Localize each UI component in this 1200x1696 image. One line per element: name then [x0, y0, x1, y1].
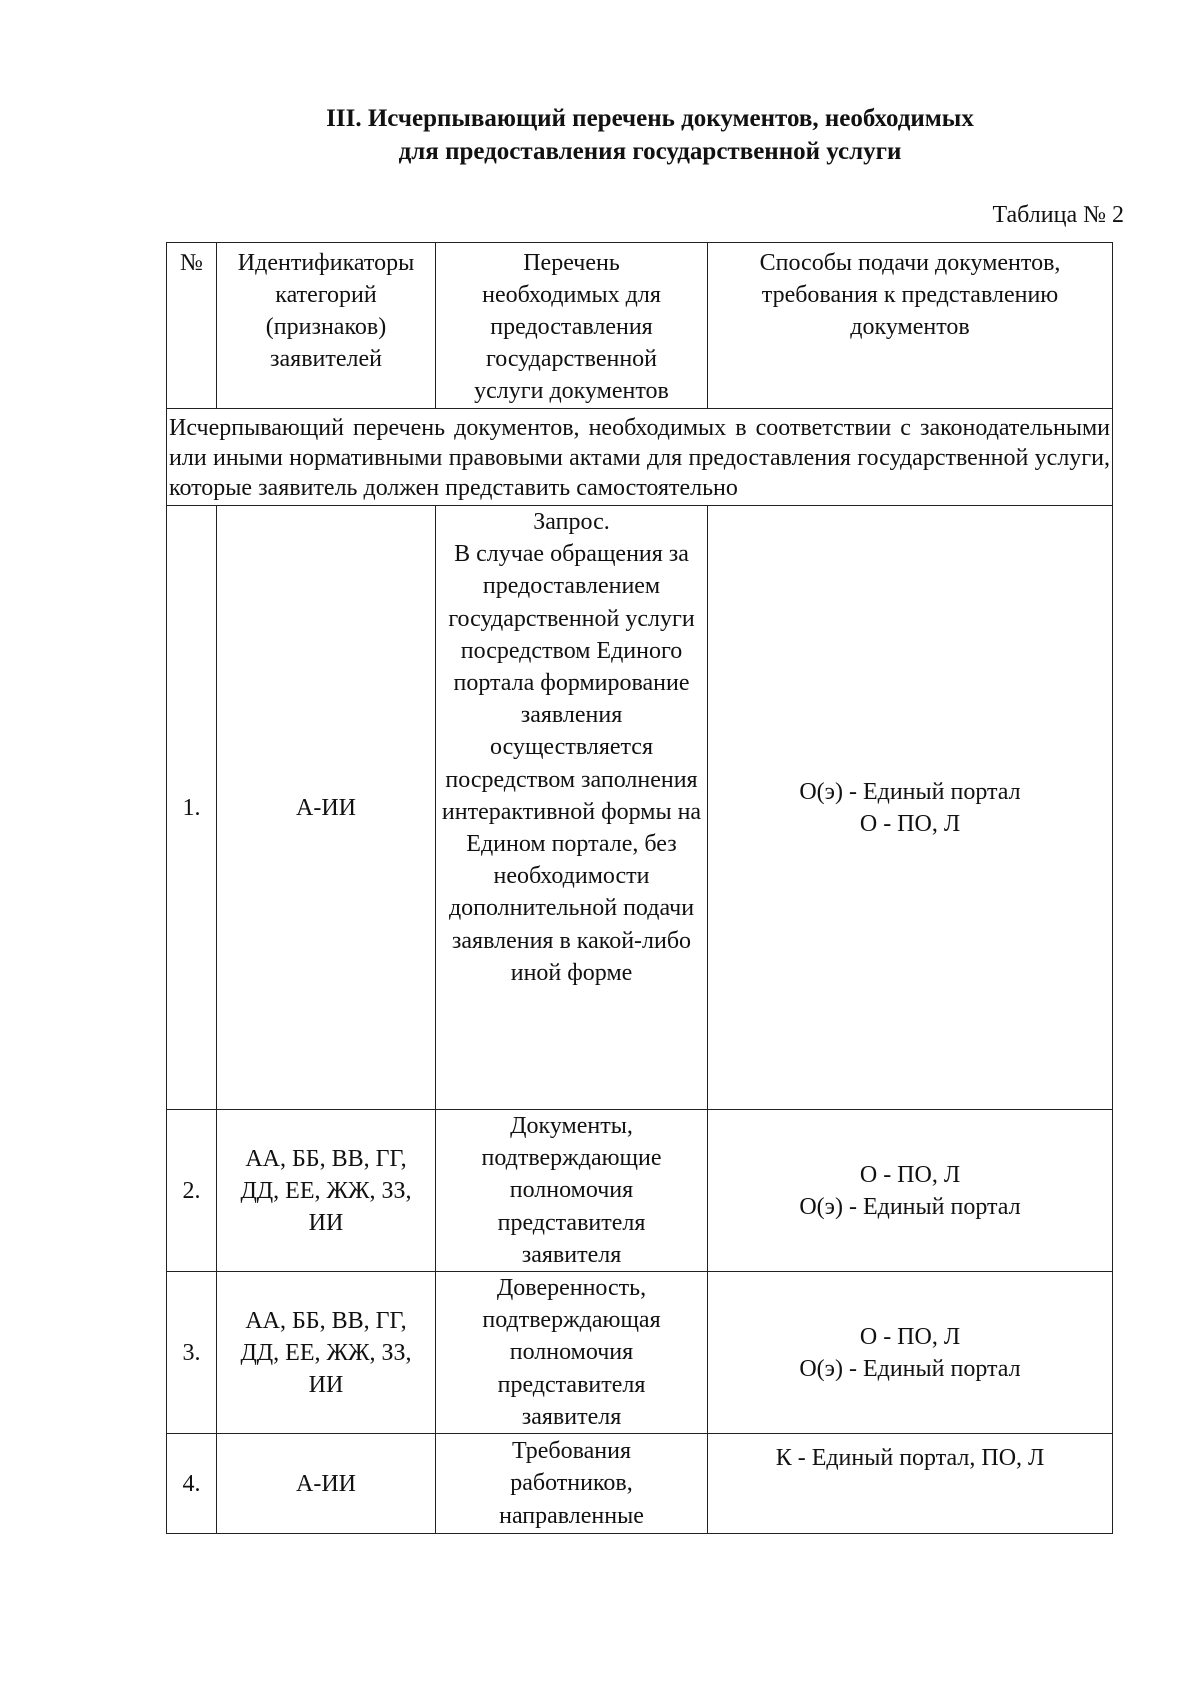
- row-document-text: В случае обращения за предоставлением государственной услуги посредством Единого портала формирование заявления осуществляется посредством заполнения интерактивной формы на Едином портале, без необходимости дополнительной подачи заявления в какой-либо иной форме: [441, 541, 702, 986]
- table-row: [167, 1434, 1113, 1534]
- header-applicant-ids: [217, 243, 436, 409]
- row-documents: [436, 1434, 708, 1534]
- row-submission-ways: [708, 506, 1113, 1110]
- header-submission-ways-text: Способы подачи документов, требования к представлению документов: [759, 250, 1061, 340]
- row-way-line: О - ПО, Л: [859, 1161, 961, 1188]
- row-way-line: О - ПО, Л: [859, 1323, 961, 1350]
- table-row: [167, 1110, 1113, 1272]
- row-applicant-ids: А-ИИ: [217, 1434, 436, 1534]
- table-number-label: Таблица № 2: [992, 202, 1124, 228]
- table-row: [167, 506, 1113, 1110]
- row-submission-ways: [708, 1110, 1113, 1272]
- row-way-line: К - Единый портал, ПО, Л: [775, 1445, 1045, 1472]
- row-way-line: О(э) - Единый портал: [799, 1193, 1021, 1220]
- header-documents-list: [436, 243, 708, 409]
- documents-table: [166, 242, 1113, 1534]
- row-submission-ways: [708, 1272, 1113, 1434]
- row-documents: [436, 1110, 708, 1272]
- row-submission-ways: [708, 1434, 1113, 1534]
- row-documents: [436, 1272, 708, 1434]
- row-number: 3.: [167, 1272, 217, 1434]
- row-document-text: Документы, подтверждающие полномочия представителя заявителя: [481, 1113, 662, 1268]
- row-document-text: Требования работников, направленные: [499, 1438, 644, 1529]
- header-applicant-ids-text: Идентификаторы категорий (признаков) заявителей: [237, 250, 415, 372]
- row-documents: [436, 506, 708, 1110]
- row-applicant-ids: АА, ББ, ВВ, ГГ, ДД, ЕЕ, ЖЖ, ЗЗ, ИИ: [217, 1272, 436, 1434]
- header-documents-list-text: Перечень необходимых для предоставления государственной услуги документов: [474, 250, 669, 404]
- table-row: [167, 1272, 1113, 1434]
- section-heading-line-2: для предоставления государственной услуги: [398, 138, 902, 165]
- row-way-line: О(э) - Единый портал: [799, 1355, 1021, 1382]
- header-number: №: [167, 243, 217, 409]
- header-submission-ways: [708, 243, 1113, 409]
- row-document-title: Запрос.: [533, 509, 610, 535]
- row-way-line: О(э) - Единый портал: [799, 778, 1021, 805]
- section-heading-line-1: III. Исчерпывающий перечень документов, необходимых: [326, 105, 974, 132]
- section-heading: [150, 102, 1150, 168]
- row-applicant-ids: АА, ББ, ВВ, ГГ, ДД, ЕЕ, ЖЖ, ЗЗ, ИИ: [217, 1110, 436, 1272]
- row-applicant-ids: А-ИИ: [217, 506, 436, 1110]
- row-way-line: О - ПО, Л: [859, 810, 961, 837]
- row-document-text: Доверенность, подтверждающая полномочия представителя заявителя: [482, 1275, 661, 1430]
- row-number: 4.: [167, 1434, 217, 1534]
- row-number: 2.: [167, 1110, 217, 1272]
- table-header-row: [167, 243, 1113, 409]
- section-row: [167, 409, 1113, 506]
- row-number: 1.: [167, 506, 217, 1110]
- section-title-cell: Исчерпывающий перечень документов, необходимых в соответствии с законодательными или иными нормативными правовыми актами для предоставления государственной услуги, которые заявитель должен представить самостоятельно: [167, 409, 1113, 506]
